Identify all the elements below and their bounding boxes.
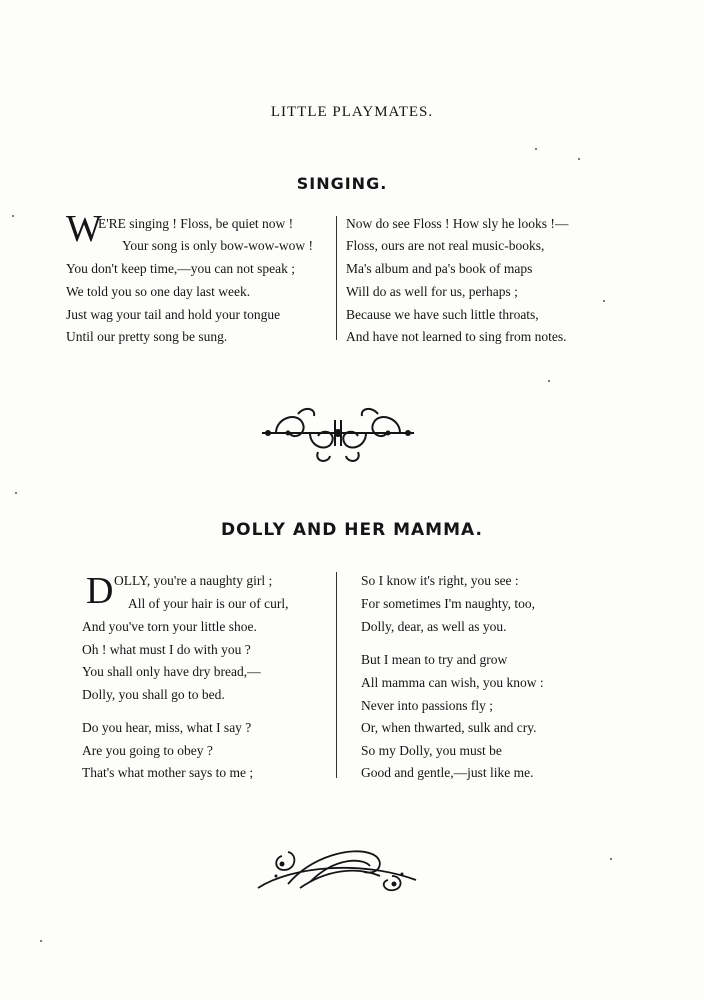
- verse-line: Floss, ours are not real music-books,: [346, 238, 545, 253]
- column-divider: [336, 572, 337, 778]
- verse-line: Your song is only bow-wow-wow !: [122, 238, 314, 253]
- verse-line: Now do see Floss ! How sly he looks !—: [346, 216, 569, 231]
- verse-line: Until our pretty song be sung.: [66, 329, 228, 344]
- verse-line: Ma's album and pa's book of maps: [346, 261, 533, 276]
- verse-line: You shall only have dry bread,—: [82, 664, 261, 679]
- verse-line: Just wag your tail and hold your tongue: [66, 307, 281, 322]
- paper-speck: [15, 492, 17, 494]
- verse-line: But I mean to try and grow: [361, 652, 508, 667]
- verse-line: Will do as well for us, perhaps ;: [346, 284, 518, 299]
- verse-line: That's what mother says to me ;: [82, 765, 254, 780]
- verse-line: All of your hair is our of curl,: [128, 596, 289, 611]
- paper-speck: [535, 148, 537, 150]
- verse-line: For sometimes I'm naughty, too,: [361, 596, 536, 611]
- verse-line: You don't keep time,—you can not speak ;: [66, 261, 296, 276]
- paper-speck: [12, 215, 14, 217]
- verse-line: Dolly, you shall go to bed.: [82, 687, 225, 702]
- ornament-vignette: [258, 400, 418, 470]
- verse-line: And you've torn your little shoe.: [82, 619, 257, 634]
- verse-line: Dolly, dear, as well as you.: [361, 619, 507, 634]
- verse-line: Or, when thwarted, sulk and cry.: [361, 720, 537, 735]
- paper-speck: [548, 380, 550, 382]
- verse-line: Oh ! what must I do with you ?: [82, 642, 251, 657]
- verse-line: So I know it's right, you see :: [361, 573, 519, 588]
- verse-line: And have not learned to sing from notes.: [346, 329, 567, 344]
- dropcap-w: W: [66, 208, 102, 250]
- running-title: LITTLE PLAYMATES.: [270, 104, 434, 120]
- paper-speck: [610, 858, 612, 860]
- poem-title-singing: SINGING.: [296, 174, 388, 193]
- verse-line: Never into passions fly ;: [361, 698, 493, 713]
- verse-line: All mamma can wish, you know :: [361, 675, 544, 690]
- poem-title-dolly: DOLLY AND HER MAMMA.: [221, 520, 483, 540]
- verse-line: We told you so one day last week.: [66, 284, 251, 299]
- dropcap-d: D: [86, 570, 114, 612]
- verse-line: OLLY, you're a naughty girl ;: [114, 573, 273, 588]
- verse-line: Because we have such little throats,: [346, 307, 539, 322]
- paper-speck: [40, 940, 42, 942]
- paper-speck: [603, 300, 605, 302]
- verse-line: E'RE singing ! Floss, be quiet now !: [98, 216, 294, 231]
- verse-line: Are you going to obey ?: [82, 743, 213, 758]
- verse-line: So my Dolly, you must be: [361, 743, 502, 758]
- column-divider: [336, 216, 337, 340]
- verse-line: Do you hear, miss, what I say ?: [82, 720, 252, 735]
- verse-line: Good and gentle,—just like me.: [361, 765, 534, 780]
- flourish-ornament: [252, 836, 422, 906]
- paper-speck: [578, 158, 580, 160]
